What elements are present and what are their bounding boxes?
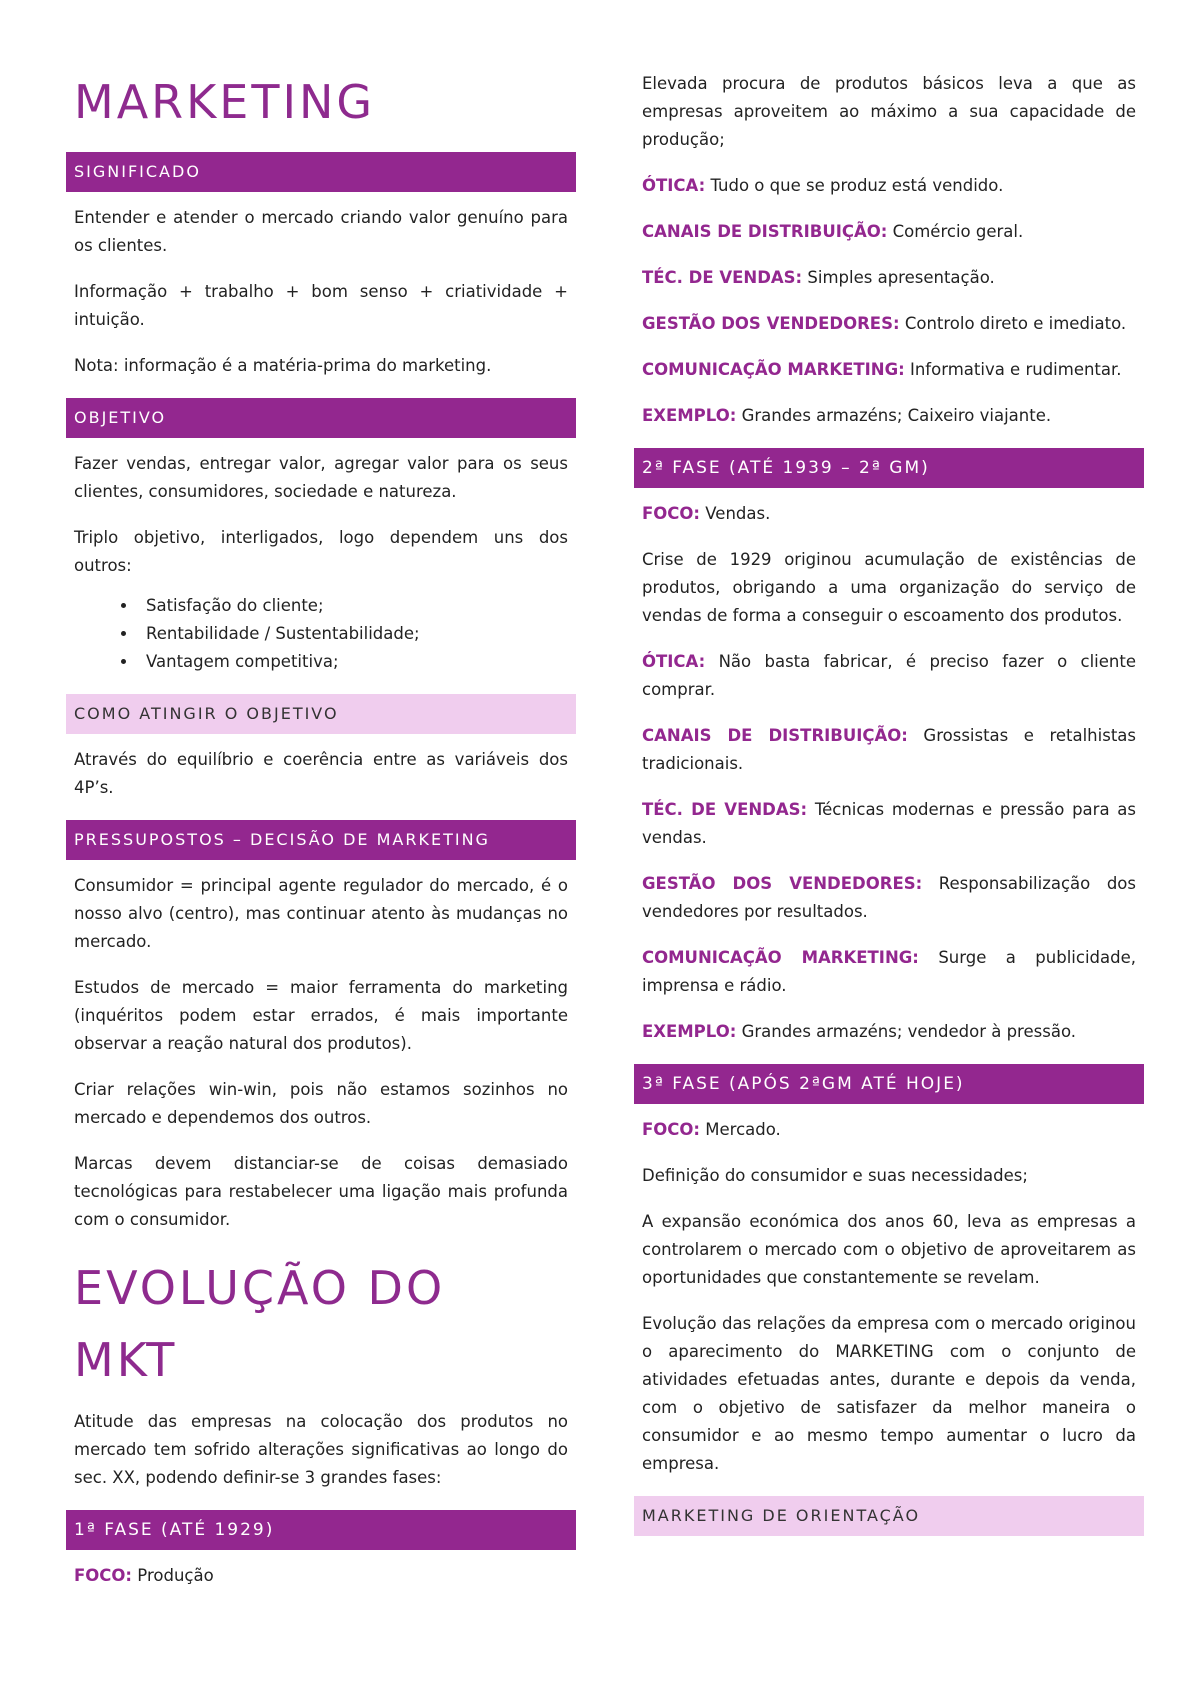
paragraph: A expansão económica dos anos 60, leva as empresas a controlarem o mercado com o objetivo de aproveitarem as oportunidades que constantemente se revelam. (642, 1212, 1136, 1287)
label-text: Grandes armazéns; Caixeiro viajante. (736, 406, 1052, 425)
labeled-paragraph (634, 870, 1144, 926)
label-text: Comércio geral. (887, 222, 1024, 241)
label: TÉC. DE VENDAS: (642, 800, 808, 819)
section-band-pressupostos: PRESSUPOSTOS – DECISÃO DE MARKETING (66, 820, 576, 860)
section-band-orientacao: MARKETING DE ORIENTAÇÃO (634, 1496, 1144, 1536)
label-text: Técnicas modernas e pressão para as vendas. (642, 800, 1136, 847)
label: TÉC. DE VENDAS: (642, 268, 803, 287)
label: CANAIS DE DISTRIBUIÇÃO: (642, 726, 908, 745)
label-text: Simples apresentação. (802, 268, 995, 287)
labeled-paragraph (634, 172, 1144, 200)
section-band-fase3: 3ª FASE (APÓS 2ªGM ATÉ HOJE) (634, 1064, 1144, 1104)
label-text: Informativa e rudimentar. (904, 360, 1122, 379)
label: GESTÃO DOS VENDEDORES: (642, 874, 923, 893)
section-band-como-atingir: COMO ATINGIR O OBJETIVO (66, 694, 576, 734)
section-band-objetivo: OBJETIVO (66, 398, 576, 438)
labeled-paragraph (634, 1018, 1144, 1046)
section-band-significado: SIGNIFICADO (66, 152, 576, 192)
paragraph: Marcas devem distanciar-se de coisas demasiado tecnológicas para restabelecer uma ligação mais profunda com o consumidor. (74, 1154, 568, 1229)
label-text: Responsabilização dos vendedores por resultados. (642, 874, 1136, 921)
labeled-paragraph (634, 500, 1144, 528)
labeled-paragraph (634, 796, 1144, 852)
label: FOCO: (74, 1566, 133, 1585)
label-text: Grossistas e retalhistas tradicionais. (642, 726, 1136, 773)
right-flow (634, 70, 1144, 1536)
label: EXEMPLO: (642, 1022, 737, 1041)
labeled-paragraph (634, 402, 1144, 430)
label: COMUNICAÇÃO MARKETING: (642, 948, 919, 967)
label: CANAIS DE DISTRIBUIÇÃO: (642, 222, 888, 241)
paragraph: Entender e atender o mercado criando valor genuíno para os clientes. (74, 208, 568, 255)
paragraph: Através do equilíbrio e coerência entre as variáveis dos 4P’s. (74, 750, 568, 797)
label: COMUNICAÇÃO MARKETING: (642, 360, 905, 379)
paragraph: Estudos de mercado = maior ferramenta do marketing (inquéritos podem estar errados, é mais importante observar a reação natural dos produtos). (74, 978, 568, 1053)
paragraph: Atitude das empresas na colocação dos produtos no mercado tem sofrido alterações significativas ao longo do sec. XX, podendo definir-se 3 grandes fases: (74, 1412, 568, 1487)
bullet-list (66, 592, 576, 676)
label-text: Tudo o que se produz está vendido. (705, 176, 1004, 195)
label-text: Controlo direto e imediato. (899, 314, 1127, 333)
left-flow (66, 152, 576, 1608)
paragraph: Criar relações win-win, pois não estamos sozinhos no mercado e dependemos dos outros. (74, 1080, 568, 1127)
labeled-paragraph (634, 944, 1144, 1000)
paragraph: Definição do consumidor e suas necessidades; (642, 1166, 1028, 1185)
paragraph: Triplo objetivo, interligados, logo dependem uns dos outros: (74, 528, 568, 575)
list-item: • Rentabilidade / Sustentabilidade; (138, 620, 568, 648)
label-text: Grandes armazéns; vendedor à pressão. (736, 1022, 1076, 1041)
label-text: Não basta fabricar, é preciso fazer o cliente comprar. (642, 652, 1136, 699)
paragraph: Consumidor = principal agente regulador do mercado, é o nosso alvo (centro), mas continuar atento às mudanças no mercado. (74, 876, 568, 951)
paragraph: Elevada procura de produtos básicos leva a que as empresas aproveitem ao máximo a sua capacidade de produção; (642, 74, 1136, 149)
labeled-paragraph (634, 218, 1144, 246)
label: GESTÃO DOS VENDEDORES: (642, 314, 900, 333)
label: EXEMPLO: (642, 406, 737, 425)
labeled-paragraph (634, 310, 1144, 338)
labeled-paragraph (634, 356, 1144, 384)
label: FOCO: (642, 1120, 701, 1139)
paragraph: Crise de 1929 originou acumulação de existências de produtos, obrigando a uma organização do serviço de vendas de forma a conseguir o escoamento dos produtos. (642, 550, 1136, 625)
label: ÓTICA: (642, 652, 706, 671)
page-title: MARKETING (74, 75, 376, 129)
paragraph: Evolução das relações da empresa com o mercado originou o aparecimento do MARKETING com o conjunto de atividades efetuadas antes, durante e depois da venda, com o objetivo de satisfazer da melhor maneira o consumidor e ao mesmo tempo aumentar o lucro da empresa. (642, 1314, 1136, 1473)
labeled-paragraph (634, 264, 1144, 292)
label-text: Vendas. (700, 504, 771, 523)
label-text: Surge a publicidade, imprensa e rádio. (642, 948, 1136, 995)
labeled-paragraph (634, 648, 1144, 704)
label-text: Mercado. (700, 1120, 781, 1139)
label: ÓTICA: (642, 176, 706, 195)
list-item: • Vantagem competitiva; (138, 648, 568, 676)
labeled-paragraph (634, 722, 1144, 778)
paragraph: Nota: informação é a matéria-prima do marketing. (74, 356, 492, 375)
label-text: Produção (132, 1566, 214, 1585)
section-band-fase1: 1ª FASE (ATÉ 1929) (66, 1510, 576, 1550)
section-band-fase2: 2ª FASE (ATÉ 1939 – 2ª GM) (634, 448, 1144, 488)
section-title-evolucao: EVOLUÇÃO DO MKT (74, 1261, 446, 1387)
label: FOCO: (642, 504, 701, 523)
list-item: • Satisfação do cliente; (138, 592, 568, 620)
labeled-paragraph (66, 1562, 576, 1590)
paragraph: Informação + trabalho + bom senso + criatividade + intuição. (74, 282, 568, 329)
labeled-paragraph (634, 1116, 1144, 1144)
paragraph: Fazer vendas, entregar valor, agregar valor para os seus clientes, consumidores, sociedade e natureza. (74, 454, 568, 501)
